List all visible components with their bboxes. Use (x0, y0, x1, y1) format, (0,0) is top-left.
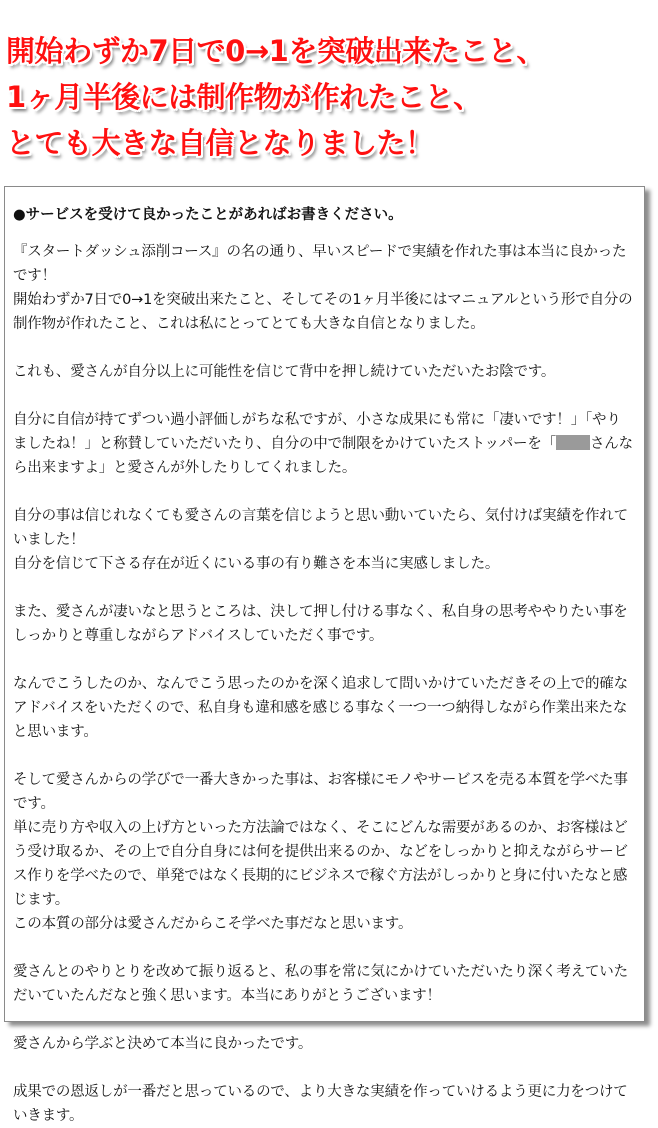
paragraph-9: 愛さんから学ぶと決めて本当に良かったです。 (13, 1036, 313, 1052)
paragraph-3-part-b: さんなら出来ますよ」と愛さんが外したりしてくれました。 (13, 436, 633, 476)
headline (6, 28, 656, 166)
headline-line-1: 開始わずか7日で0→1を突破出来たこと、 (6, 34, 545, 68)
question-heading: ●サービスを受けて良かったことがあればお書きください。 (13, 207, 403, 223)
testimonial-card (4, 186, 645, 1124)
paragraph-4: 自分の事は信じれなくても愛さんの言葉を信じようと思い動いていたら、気付けば実績を作れていました！ 自分を信じて下さる存在が近くにいる事の有り難さを本当に実感しました。 (13, 508, 628, 572)
headline-line-3: とても大きな自信となりました！ (6, 126, 434, 160)
paragraph-8: 愛さんとのやりとりを改めて振り返ると、私の事を常に気にかけていただいたり深く考えていただいていたんだなと強く思います。本当にありがとうございます！ (13, 964, 628, 1004)
headline-line-2: 1ヶ月半後には制作物が作れたこと、 (6, 80, 482, 114)
redacted-name (556, 435, 590, 450)
paragraph-1: 『スタートダッシュ添削コース』の名の通り、早いスピードで実績を作れた事は本当に良かったです！ 開始わずか7日で0→1を突破出来たこと、そしてその1ヶ月半後にはマニュアルという形で自分の制作物が作れたこと、これは私にとってとても大きな自信となりました。 (13, 244, 633, 332)
paragraph-7: そして愛さんからの学びで一番大きかった事は、お客様にモノやサービスを売る本質を学べた事です。 単に売り方や収入の上げ方といった方法論ではなく、そこにどんな需要があるのか、お客様はどう受け取るか、その上で自分自身には何を提供出来るのか、などをしっかりと抑えながらサービス作りを学べたので、単発ではなく長期的にビジネスで稼ぐ方法がしっかりと身に付いたなと感じます。 この本質の部分は愛さんだからこそ学べた事だなと思います。 (13, 772, 628, 932)
paragraph-6: なんでこうしたのか、なんでこう思ったのかを深く追求して問いかけていただきその上で的確なアドバイスをいただくので、私自身も違和感を感じる事なく一つ一つ納得しながら作業出来たなと思います。 (13, 676, 628, 740)
paragraph-3-part-a: 自分に自信が持てずつい過小評価しがちな私ですが、小さな成果にも常に「凄いです！」「やりましたね！」と称賛していただいたり、自分の中で制限をかけていたストッパーを「 (13, 412, 621, 452)
paragraph-3 (13, 408, 634, 480)
paragraph-2: これも、愛さんが自分以上に可能性を信じて背中を押し続けていただいたお陰です。 (13, 364, 556, 380)
paragraph-10: 成果での恩返しが一番だと思っているので、より大きな実績を作っていけるよう更に力をつけていきます。 (13, 1084, 628, 1124)
paragraph-5: また、愛さんが凄いなと思うところは、決して押し付ける事なく、私自身の思考ややりたい事をしっかりと尊重しながらアドバイスしていただく事です。 (13, 604, 628, 644)
